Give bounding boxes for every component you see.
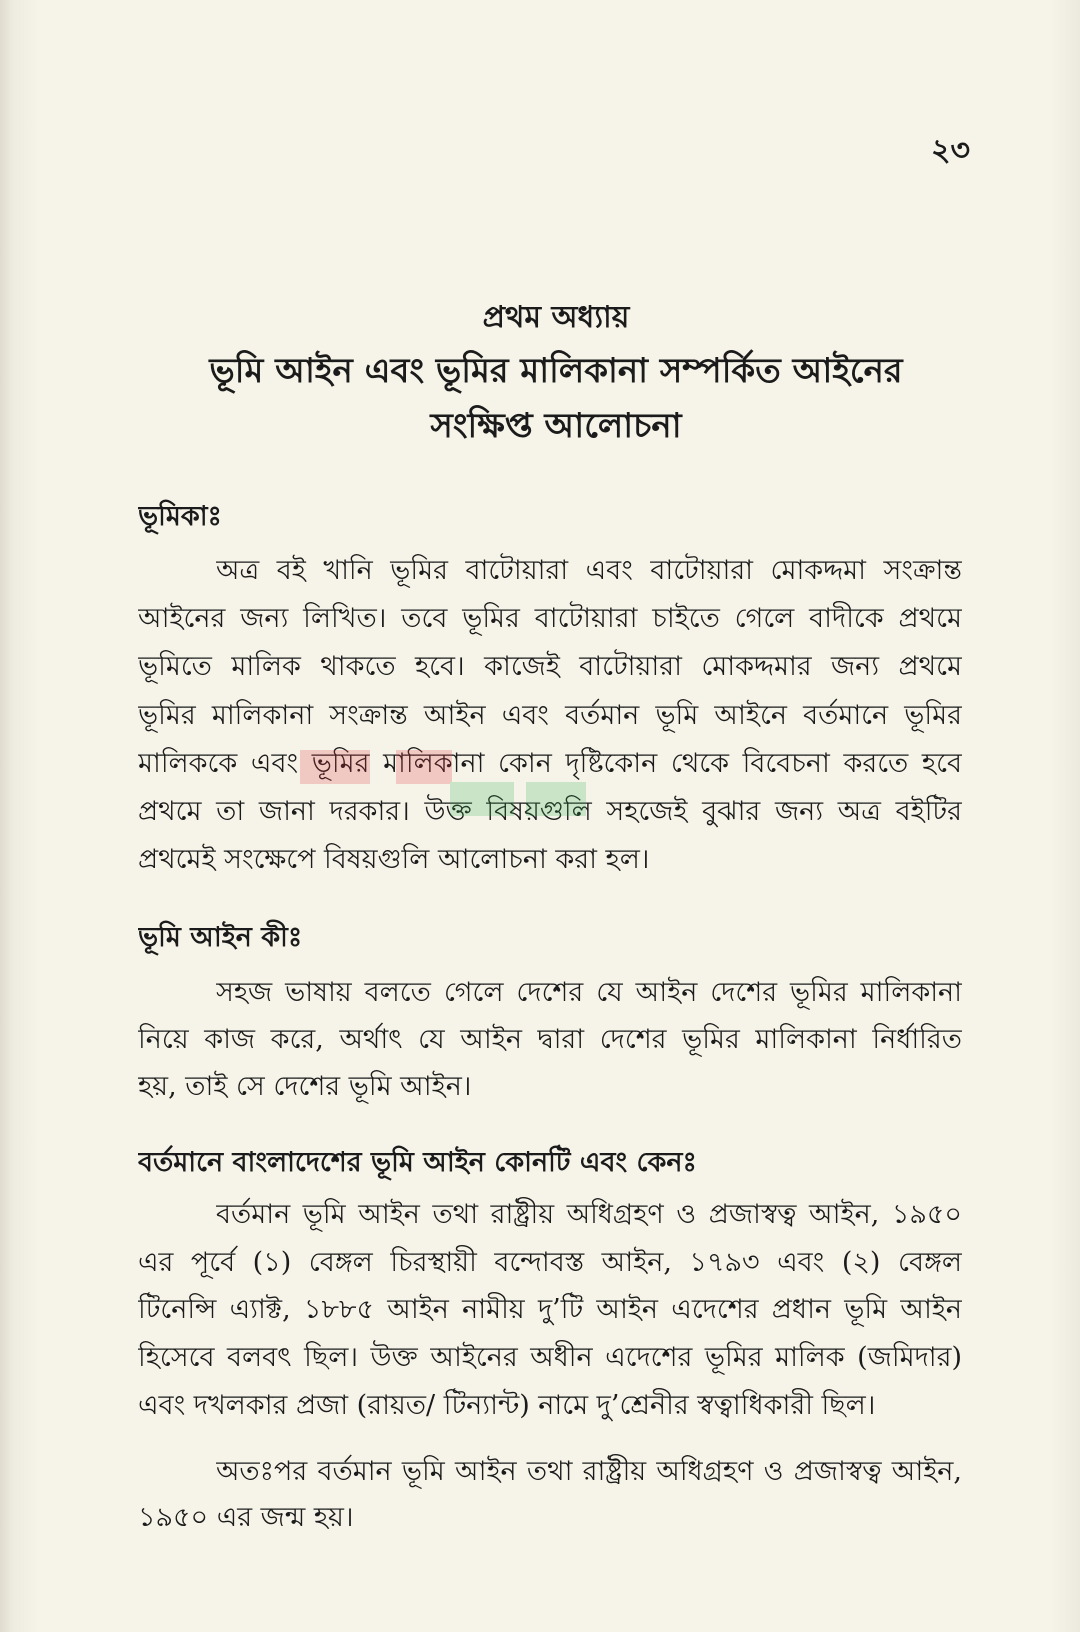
paragraph-line: প্রথমে তা জানা দরকার। উক্ত বিষয়গুলি সহজেই বুঝার জন্য অত্র বইটির xyxy=(138,796,962,827)
section-heading-current-land-law: বর্তমানে বাংলাদেশের ভূমি আইন কোনটি এবং কেনঃ xyxy=(138,1147,697,1178)
chapter-label: প্রথম অধ্যায় xyxy=(482,300,630,335)
paragraph-line: আইনের জন্য লিখিত। তবে ভূমির বাটোয়ারা চাইতে গেলে বাদীকে প্রথমে xyxy=(138,603,962,634)
paragraph-line: হয়, তাই সে দেশের ভূমি আইন। xyxy=(138,1071,472,1102)
chapter-title-line: ভূমি আইন এবং ভূমির মালিকানা সম্পর্কিত আইনের xyxy=(209,351,903,391)
paragraph-line: ভূমিতে মালিক থাকতে হবে। কাজেই বাটোয়ারা মোকদ্দমার জন্য প্রথমে xyxy=(138,651,962,682)
paragraph-line: ভূমির মালিকানা সংক্রান্ত আইন এবং বর্তমান ভূমি আইনে বর্তমানে ভূমির xyxy=(138,700,962,731)
chapter-title-line: সংক্ষিপ্ত আলোচনা xyxy=(430,406,682,446)
paragraph-line: বর্তমান ভূমি আইন তথা রাষ্ট্রীয় অধিগ্রহণ ও প্রজাস্বত্ব আইন, ১৯৫০ xyxy=(216,1199,962,1230)
section-heading-introduction: ভূমিকাঃ xyxy=(138,501,222,532)
section-heading-what-is-land-law: ভূমি আইন কীঃ xyxy=(138,922,303,953)
paragraph-line: টিনেন্সি এ্যাক্ট, ১৮৮৫ আইন নামীয় দু’টি আইন এদেশের প্রধান ভূমি আইন xyxy=(138,1294,962,1325)
paragraph-line: অত্র বই খানি ভূমির বাটোয়ারা এবং বাটোয়ারা মোকদ্দমা সংক্রান্ত xyxy=(216,555,962,586)
paragraph-line: এর পূর্বে (১) বেঙ্গল চিরস্থায়ী বন্দোবস্ত আইন, ১৭৯৩ এবং (২) বেঙ্গল xyxy=(138,1247,962,1278)
paragraph-line: হিসেবে বলবৎ ছিল। উক্ত আইনের অধীন এদেশের ভূমির মালিক (জমিদার) xyxy=(138,1342,962,1373)
paragraph-line: প্রথমেই সংক্ষেপে বিষয়গুলি আলোচনা করা হল। xyxy=(138,844,650,875)
paragraph-line: মালিককে এবং ভূমির মালিকানা কোন দৃষ্টিকোন থেকে বিবেচনা করতে হবে xyxy=(138,748,962,779)
page-number: ২৩ xyxy=(930,133,970,168)
paragraph-line: সহজ ভাষায় বলতে গেলে দেশের যে আইন দেশের ভূমির মালিকানা xyxy=(216,977,962,1008)
paragraph-line: এবং দখলকার প্রজা (রায়ত/ টিন্যান্ট) নামে দু’শ্রেনীর স্বত্বাধিকারী ছিল। xyxy=(138,1390,876,1421)
paragraph-line: অতঃপর বর্তমান ভূমি আইন তথা রাষ্ট্রীয় অধিগ্রহণ ও প্রজাস্বত্ব আইন, xyxy=(216,1456,962,1487)
paragraph-line: নিয়ে কাজ করে, অর্থাৎ যে আইন দ্বারা দেশের ভূমির মালিকানা নির্ধারিত xyxy=(138,1024,962,1055)
paragraph-line: ১৯৫০ এর জন্ম হয়। xyxy=(138,1502,354,1533)
